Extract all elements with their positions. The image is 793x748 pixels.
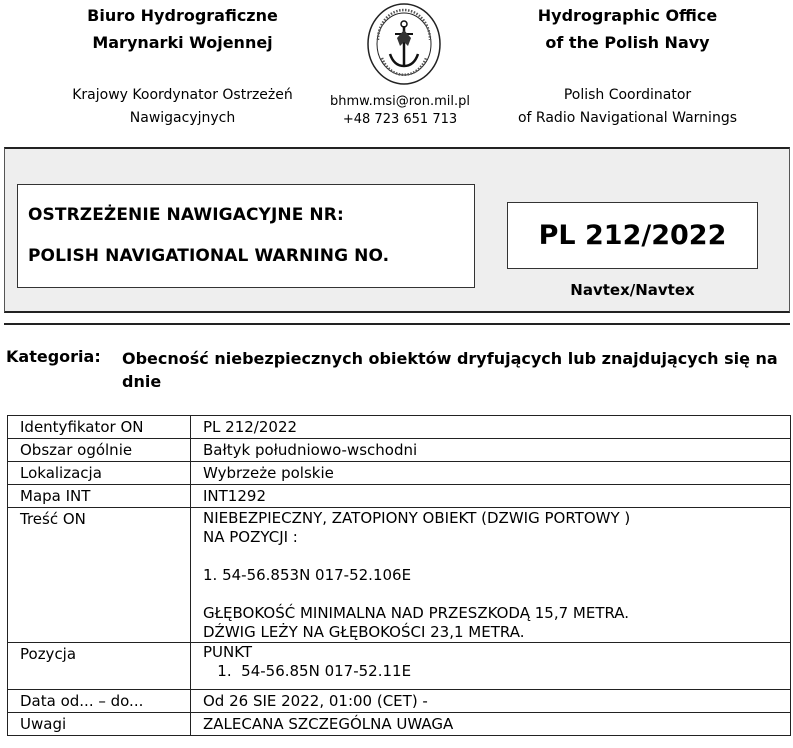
position-point: 1. 54-56.85N 017-52.11E xyxy=(203,662,412,680)
table-row xyxy=(8,485,791,508)
broadcast-channel: Navtex/Navtex xyxy=(570,281,695,299)
category-value: Obecność niebezpiecznych obiektów dryfujących lub znajdujących się na dnie xyxy=(122,349,778,391)
location-value: Wybrzeże polskie xyxy=(191,462,791,485)
position-label: Pozycja xyxy=(8,643,191,690)
position-value xyxy=(191,643,791,690)
table-row xyxy=(8,643,791,690)
warning-number: PL 212/2022 xyxy=(538,220,727,251)
contact-info xyxy=(320,93,480,129)
warning-details-table xyxy=(7,415,791,736)
contact-email: bhmw.msi@ron.mil.pl xyxy=(329,94,471,109)
map-label: Mapa INT xyxy=(8,485,191,508)
warning-title-box xyxy=(17,184,475,288)
location-label: Lokalizacja xyxy=(8,462,191,485)
office-name-en-line1: Hydrographic Office xyxy=(537,6,718,25)
category-label: Kategoria: xyxy=(6,347,101,366)
date-value: Od 26 SIE 2022, 01:00 (CET) - xyxy=(191,690,791,713)
warning-title-pl: OSTRZEŻENIE NAWIGACYJNE NR: xyxy=(28,205,344,225)
office-name-en xyxy=(470,2,785,56)
table-row xyxy=(8,462,791,485)
office-name-pl-line1: Biuro Hydrograficzne xyxy=(87,6,278,25)
area-value: Bałtyk południowo-wschodni xyxy=(191,439,791,462)
coordinator-pl-line2: Nawigacyjnych xyxy=(129,110,236,126)
position-type: PUNKT xyxy=(203,643,253,661)
office-name-pl xyxy=(40,2,325,56)
content-position-line: 1. 54-56.853N 017-52.106E xyxy=(203,566,412,584)
office-name-en-line2: of the Polish Navy xyxy=(545,33,710,52)
coordinator-en-line2: of Radio Navigational Warnings xyxy=(517,110,738,126)
content-line: NIEBEZPIECZNY, ZATOPIONY OBIEKT (DZWIG PORTOWY ) xyxy=(203,509,631,527)
navy-emblem-icon xyxy=(364,2,444,86)
id-label: Identyfikator ON xyxy=(8,416,191,439)
table-row xyxy=(8,439,791,462)
content-line: GŁĘBOKOŚĆ MINIMALNA NAD PRZESZKODĄ 15,7 METRA. xyxy=(203,604,630,622)
table-row xyxy=(8,713,791,736)
notes-label: Uwagi xyxy=(8,713,191,736)
office-name-pl-line2: Marynarki Wojennej xyxy=(92,33,273,52)
map-value: INT1292 xyxy=(191,485,791,508)
table-row xyxy=(8,508,791,643)
content-line: DŹWIG LEŻY NA GŁĘBOKOŚCI 23,1 METRA. xyxy=(203,623,525,641)
coordinator-pl-line1: Krajowy Koordynator Ostrzeżeń xyxy=(72,87,293,103)
coordinator-pl xyxy=(40,84,325,130)
warning-number-box xyxy=(507,202,758,269)
date-label: Data od... – do... xyxy=(8,690,191,713)
coordinator-en xyxy=(470,84,785,130)
coordinator-en-line1: Polish Coordinator xyxy=(563,87,692,103)
area-label: Obszar ogólnie xyxy=(8,439,191,462)
content-label: Treść ON xyxy=(8,508,191,643)
divider xyxy=(4,323,790,325)
content-line: NA POZYCJI : xyxy=(203,528,298,546)
content-value xyxy=(191,508,791,643)
id-value: PL 212/2022 xyxy=(191,416,791,439)
table-row xyxy=(8,416,791,439)
warning-title-en: POLISH NAVIGATIONAL WARNING NO. xyxy=(28,246,390,266)
table-row xyxy=(8,690,791,713)
notes-value: ZALECANA SZCZEGÓLNA UWAGA xyxy=(191,713,791,736)
contact-phone: +48 723 651 713 xyxy=(342,112,458,127)
